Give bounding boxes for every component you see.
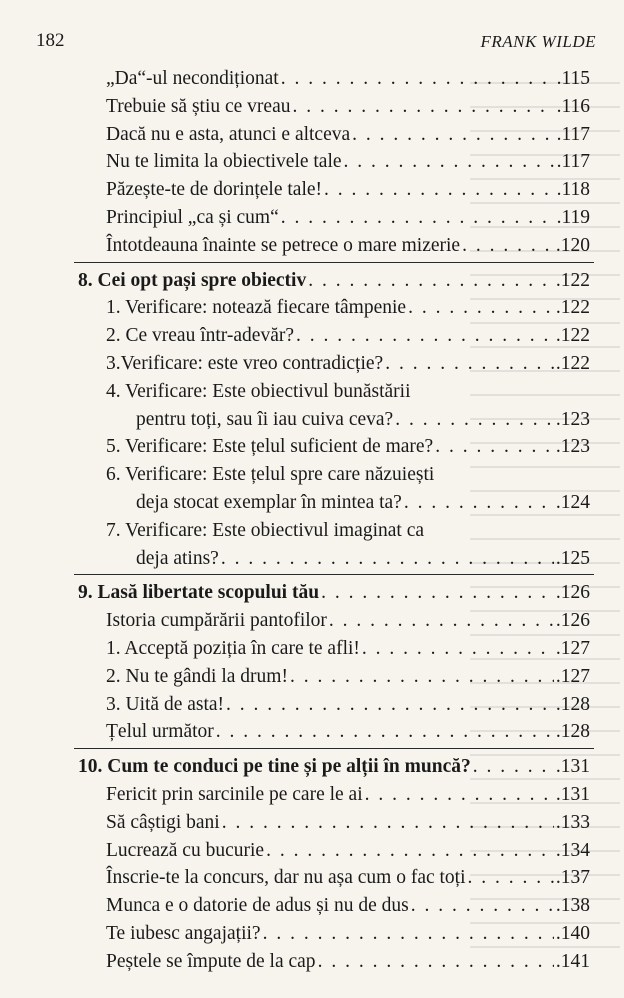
toc-entry-row xyxy=(78,204,590,232)
page-ref: .123 xyxy=(555,436,590,458)
page-ref: .122 xyxy=(555,297,590,319)
toc-entry-row xyxy=(78,406,590,434)
page-ref: .120 xyxy=(555,234,590,256)
toc-entry-row xyxy=(78,892,590,920)
dot-leader xyxy=(263,920,554,948)
toc-entry-row xyxy=(78,65,590,93)
entry-title: Peștele se împute de la cap xyxy=(106,950,316,972)
page-ref: .140 xyxy=(555,922,590,944)
toc-entry-row xyxy=(78,489,590,517)
entry-title: Principiul „ca și cum“ xyxy=(106,206,279,228)
toc-chapter-row xyxy=(78,753,590,781)
dot-leader xyxy=(290,663,554,691)
entry-title: deja stocat exemplar în mintea ta? xyxy=(136,491,402,513)
page-ref: .118 xyxy=(556,179,590,201)
page-ref: .138 xyxy=(555,895,590,917)
dot-leader xyxy=(385,350,554,378)
dot-leader xyxy=(226,691,554,719)
dot-leader xyxy=(352,121,554,149)
entry-title: 3. Uită de asta! xyxy=(106,693,225,715)
entry-title: 2. Nu te gândi la drum! xyxy=(106,665,288,687)
dot-leader xyxy=(281,204,555,232)
entry-title: Lucrează cu bucurie xyxy=(106,839,265,861)
toc-entry-row xyxy=(78,607,590,635)
dot-leader xyxy=(308,267,554,295)
page-ref: .123 xyxy=(555,408,590,430)
chapter-title: 10. Cum te conduci pe tine și pe alții în muncă? xyxy=(78,756,471,778)
dot-leader xyxy=(221,545,554,573)
page-ref: .122 xyxy=(555,269,590,291)
toc-entry-row xyxy=(78,148,590,176)
chapter-divider xyxy=(74,748,594,749)
chapter-title: 8. Cei opt pași spre obiectiv xyxy=(78,269,307,291)
page-ref: .122 xyxy=(555,352,590,374)
toc-entry-row xyxy=(78,294,590,322)
dot-leader xyxy=(473,753,554,781)
page-ref: .134 xyxy=(555,839,590,861)
page-ref: .116 xyxy=(556,95,590,117)
page-ref: .128 xyxy=(555,693,590,715)
page-header xyxy=(36,30,596,56)
entry-title: Te iubesc angajații? xyxy=(106,922,261,944)
toc-entry-row xyxy=(78,176,590,204)
toc-entry-row xyxy=(78,781,590,809)
page-ref: .128 xyxy=(555,721,590,743)
toc-entry-row xyxy=(78,232,590,260)
toc-entry-row xyxy=(78,718,590,746)
entry-title: Întotdeauna înainte se petrece o mare mizerie xyxy=(106,234,461,256)
dot-leader xyxy=(324,176,555,204)
dot-leader xyxy=(266,837,554,865)
entry-title: Țelul următor xyxy=(106,721,214,743)
dot-leader xyxy=(344,148,555,176)
entry-title: pentru toți, sau îi iau cuiva ceva? xyxy=(136,408,394,430)
entry-title: 5. Verificare: Este țelul suficient de mare? xyxy=(106,436,434,458)
dot-leader xyxy=(216,718,554,746)
dot-leader xyxy=(408,294,554,322)
page-ref: .115 xyxy=(556,68,590,89)
dot-leader xyxy=(395,406,554,434)
page-ref: .137 xyxy=(555,867,590,889)
page-ref: .133 xyxy=(555,811,590,833)
page-ref: .127 xyxy=(555,637,590,659)
toc-entry-row xyxy=(78,920,590,948)
entry-title: Fericit prin sarcinile pe care le ai xyxy=(106,783,363,805)
page-ref: .127 xyxy=(555,665,590,687)
page-ref: .117 xyxy=(556,123,590,145)
toc-entry-row xyxy=(78,837,590,865)
entry-title: deja atins? xyxy=(136,547,219,569)
chapter-divider xyxy=(74,574,594,575)
toc-entry-row xyxy=(78,691,590,719)
entry-title: 7. Verificare: Este obiectivul imaginat ca xyxy=(106,519,425,541)
page-ref: .126 xyxy=(555,582,590,604)
dot-leader xyxy=(296,322,554,350)
dot-leader xyxy=(365,781,554,809)
table-of-contents xyxy=(78,65,590,976)
page-ref: .126 xyxy=(555,610,590,632)
page-ref: .124 xyxy=(555,491,590,513)
toc-entry-row xyxy=(78,433,590,461)
dot-leader xyxy=(318,948,554,976)
entry-title: Să câștigi bani xyxy=(106,811,220,833)
dot-leader xyxy=(281,65,555,93)
page-ref: .119 xyxy=(556,206,590,228)
entry-title: 4. Verificare: Este obiectivul bunăstării xyxy=(106,380,411,402)
dot-leader xyxy=(321,579,554,607)
toc-entry-row xyxy=(78,864,590,892)
dot-leader xyxy=(292,93,554,121)
running-head: FRANK WILDE xyxy=(480,32,596,51)
toc-entry-row xyxy=(78,517,590,545)
toc-entry-row xyxy=(78,378,590,406)
entry-title: Trebuie să știu ce vreau xyxy=(106,95,291,117)
entry-title: Istoria cumpărării pantofilor xyxy=(106,610,327,632)
page-number: 182 xyxy=(36,30,65,51)
page-ref: .141 xyxy=(555,950,590,972)
toc-entry-row xyxy=(78,350,590,378)
dot-leader xyxy=(329,607,554,635)
entry-title: 1. Acceptă poziția în care te afli! xyxy=(106,637,360,659)
page-ref: .122 xyxy=(555,325,590,347)
chapter-title: 9. Lasă libertate scopului tău xyxy=(78,582,320,604)
entry-title: 2. Ce vreau într-adevăr? xyxy=(106,325,295,347)
dot-leader xyxy=(462,232,554,260)
dot-leader xyxy=(435,433,554,461)
dot-leader xyxy=(404,489,554,517)
entry-title: 6. Verificare: Este țelul spre care năzuiești xyxy=(106,464,435,486)
page-ref: .131 xyxy=(555,756,590,778)
toc-entry-row xyxy=(78,461,590,489)
toc-chapter-row xyxy=(78,267,590,295)
toc-entry-row xyxy=(78,322,590,350)
toc-entry-row xyxy=(78,93,590,121)
toc-entry-row xyxy=(78,948,590,976)
entry-title: Înscrie-te la concurs, dar nu așa cum o fac toți xyxy=(106,867,466,889)
toc-entry-row xyxy=(78,121,590,149)
entry-title: „Da“-ul necondiționat xyxy=(106,68,279,89)
entry-title: Munca e o datorie de adus și nu de dus xyxy=(106,895,409,917)
page-ref: .131 xyxy=(555,783,590,805)
entry-title: Dacă nu e asta, atunci e altceva xyxy=(106,123,351,145)
toc-entry-row xyxy=(78,809,590,837)
entry-title: Nu te limita la obiectivele tale xyxy=(106,151,342,173)
toc-entry-row xyxy=(78,663,590,691)
dot-leader xyxy=(411,892,554,920)
page-ref: .125 xyxy=(555,547,590,569)
entry-title: Păzește-te de dorințele tale! xyxy=(106,179,323,201)
dot-leader xyxy=(362,635,554,663)
toc-entry-row xyxy=(78,545,590,573)
dot-leader xyxy=(468,864,554,892)
toc-chapter-row xyxy=(78,579,590,607)
entry-title: 1. Verificare: notează fiecare tâmpenie xyxy=(106,297,407,319)
chapter-divider xyxy=(74,262,594,263)
entry-title: 3.Verificare: este vreo contradicție? xyxy=(106,352,384,374)
dot-leader xyxy=(222,809,554,837)
page-ref: .117 xyxy=(556,151,590,173)
toc-entry-row xyxy=(78,635,590,663)
